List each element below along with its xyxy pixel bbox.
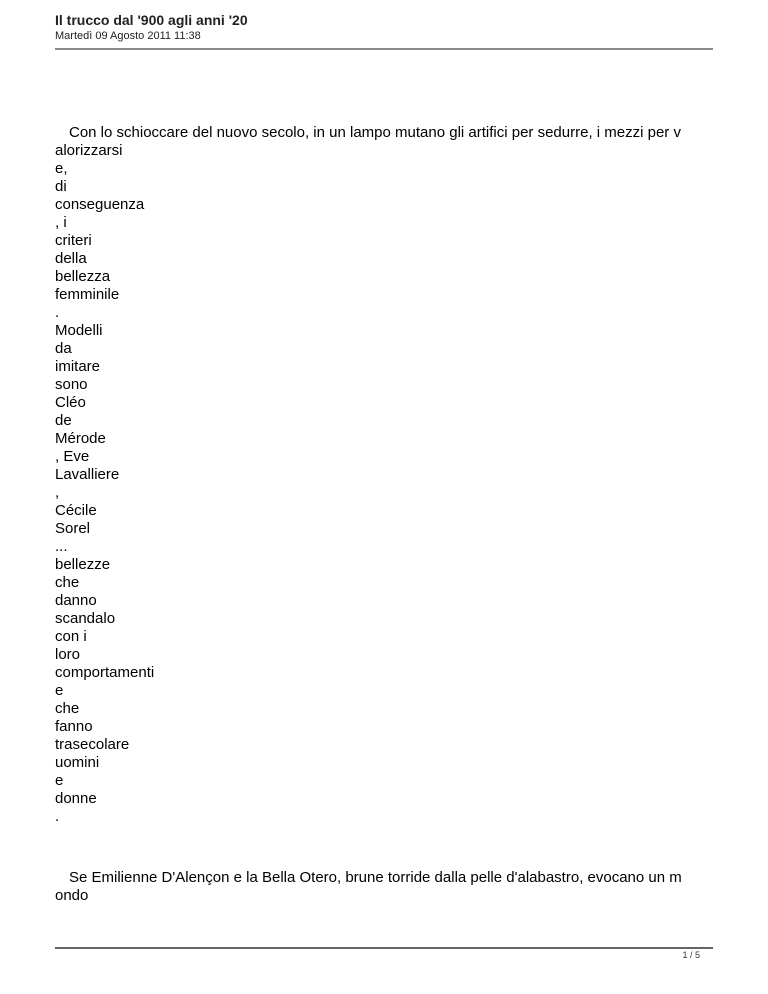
word-line: , i [55, 214, 67, 231]
word-line: e [55, 682, 64, 699]
header-divider [55, 48, 713, 50]
word-line: loro [55, 646, 81, 663]
document-title: Il trucco dal '900 agli anni '20 [55, 12, 248, 28]
page-header [55, 12, 713, 43]
word-line: femminile [55, 286, 120, 303]
word-line: con i [55, 628, 87, 645]
word-line: Cléo [55, 394, 86, 411]
word-line: Mérode [55, 430, 106, 447]
word-line: ... [55, 538, 68, 555]
page-number: 1 / 5 [682, 950, 700, 960]
word-line: Modelli [55, 322, 103, 339]
article-body [55, 124, 713, 826]
word-line: Sorel [55, 520, 91, 537]
word-line: bellezze [55, 556, 111, 573]
word-line: fanno [55, 718, 93, 735]
word-line: conseguenza [55, 196, 145, 213]
word-line: , Eve [55, 448, 90, 465]
word-line: de [55, 412, 72, 429]
word-line: sono [55, 376, 88, 393]
footer-divider [55, 947, 713, 949]
word-line: di [55, 178, 67, 195]
word-line: criteri [55, 232, 92, 249]
paragraph-word-list [55, 142, 713, 826]
word-line: trasecolare [55, 736, 130, 753]
word-line: della [55, 250, 87, 267]
paragraph-second-line-1: Se Emilienne D'Alençon e la Bella Otero, brune torride dalla pelle d'alabastro, evocano un m [69, 869, 682, 886]
word-line: comportamenti [55, 664, 155, 681]
word-line: che [55, 574, 80, 591]
word-line: bellezza [55, 268, 111, 285]
document-date: Martedì 09 Agosto 2011 11:38 [55, 30, 201, 42]
word-line: da [55, 340, 72, 357]
word-line: alorizzarsi [55, 142, 123, 159]
word-line: . [55, 304, 60, 321]
word-line: Lavalliere [55, 466, 120, 483]
paragraph-second [55, 869, 713, 905]
word-line: che [55, 700, 80, 717]
word-line: , [55, 484, 60, 501]
word-line: uomini [55, 754, 100, 771]
word-line: e [55, 772, 64, 789]
word-line: donne [55, 790, 97, 807]
word-line: e, [55, 160, 68, 177]
word-line: Cécile [55, 502, 97, 519]
word-line: danno [55, 592, 97, 609]
word-line: . [55, 808, 60, 825]
word-line: imitare [55, 358, 101, 375]
paragraph-first-line: Con lo schioccare del nuovo secolo, in un lampo mutano gli artifici per sedurre, i mezzi per v [69, 124, 681, 141]
word-line: scandalo [55, 610, 116, 627]
paragraph-second-line-2: ondo [55, 887, 89, 904]
